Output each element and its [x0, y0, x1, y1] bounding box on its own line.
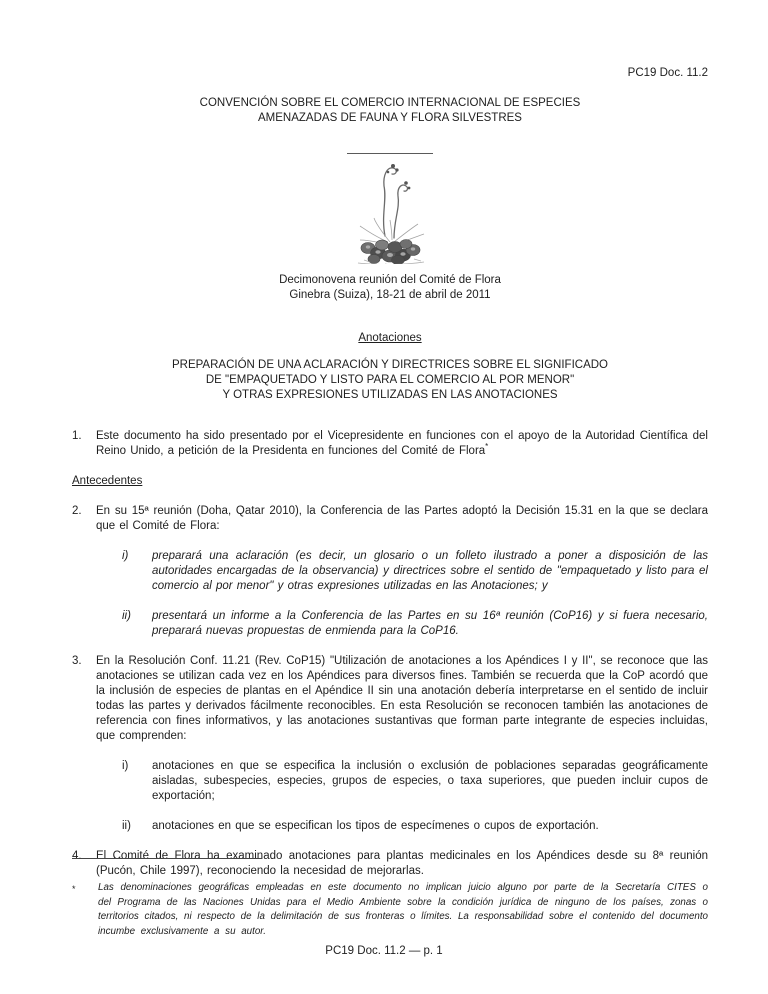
paragraph-3-item-i-text: anotaciones en que se especifica la inclusión o exclusión de poblaciones separadas geográficamente aisladas, subespecies, especies, grupos de especies, o taxa superiores, que pueden incluir cupos de exportación; [152, 760, 708, 802]
paragraph-3 [72, 654, 708, 744]
paragraph-4-text: El Comité de Flora ha examinado anotaciones para plantas medicinales en los Apéndices desde su 8ª reunión (Pucón, Chile 1997), reconociendo la necesidad de mejorarlas. [96, 850, 708, 877]
footnote-separator-rule [72, 858, 262, 859]
convention-title-line1: CONVENCIÓN SOBRE EL COMERCIO INTERNACIONAL DE ESPECIES [199, 97, 581, 109]
paragraph-2-item-i-number: i) [122, 550, 129, 562]
section-heading-text: Anotaciones [358, 332, 422, 344]
paragraph-2-number: 2. [72, 505, 82, 517]
paragraph-3-number: 3. [72, 655, 82, 667]
subject-line3: Y OTRAS EXPRESIONES UTILIZADAS EN LAS ANOTACIONES [222, 389, 558, 401]
paragraph-3-item-i [122, 759, 708, 804]
sundew-plant-illustration [330, 160, 450, 264]
footnote-text: Las denominaciones geográficas empleadas en este documento no implican juicio alguno por parte de la Secretaría CITES o del Programa de las Naciones Unidas para el Medio Ambiente sobre la condición jurídica de ninguno de los países, zonas o territorios citados, ni respecto de la delimitación de sus fronteras o límites. La responsabilidad sobre el contenido del documento incumbe exclusivamente a su autor. [98, 882, 709, 937]
paragraph-2-item-ii-number: ii) [122, 610, 131, 622]
paragraph-1-body: Este documento ha sido presentado por el Vicepresidente en funciones con el apoyo de la Autoridad Científica del Reino Unido, a petición de la Presidenta en funciones del Comité de Flora [96, 430, 708, 457]
page-footer: PC19 Doc. 11.2 — p. 1 [325, 945, 443, 957]
paragraph-1 [72, 429, 708, 459]
footnote-marker: * [72, 884, 76, 894]
meeting-info [72, 273, 708, 303]
subject-line2: DE "EMPAQUETADO Y LISTO PARA EL COMERCIO AL POR MENOR" [205, 374, 575, 386]
footnote [72, 881, 708, 939]
footnote-reference-asterisk: * [485, 442, 489, 452]
paragraph-3-text: En la Resolución Conf. 11.21 (Rev. CoP15) "Utilización de anotaciones a los Apéndices I y II", se reconoce que las anotaciones se utilizan cada vez en los Apéndices para diversos fines. También se recuerda que la CoP acordó que la inclusión de especies de plantas en el Apéndice II sin una anotación debería interpretarse en el sentido de incluir todas las partes y derivados fácilmente reconocibles. En esta Resolución se reconocen también las anotaciones de referencia con fines informativos, y las anotaciones sustantivas que forman parte integrante de especies incluidas, que comprenden: [96, 655, 708, 742]
paragraph-2-item-i [122, 549, 708, 594]
paragraph-1-number: 1. [72, 430, 82, 442]
paragraph-2-text: En su 15ª reunión (Doha, Qatar 2010), la Conferencia de las Partes adoptó la Decisión 15.31 en la que se declara que el Comité de Flora: [96, 505, 708, 532]
convention-title [72, 96, 708, 126]
separator-rule [347, 153, 433, 154]
paragraph-3-item-i-number: i) [122, 760, 129, 772]
paragraph-3-item-ii-number: ii) [122, 820, 131, 832]
subject-line1: PREPARACIÓN DE UNA ACLARACIÓN Y DIRECTRICES SOBRE EL SIGNIFICADO [171, 359, 609, 371]
doc-reference: PC19 Doc. 11.2 [627, 67, 708, 79]
paragraph-3-item-ii [122, 819, 708, 834]
paragraph-1-text [96, 429, 708, 459]
antecedentes-heading [72, 474, 708, 489]
paragraph-2 [72, 504, 708, 534]
paragraph-4-number: 4. [72, 850, 82, 862]
paragraph-3-item-ii-text: anotaciones en que se especifican los tipos de especímenes o cupos de exportación. [152, 820, 599, 832]
paragraph-2-item-ii-text: presentará un informe a la Conferencia de las Partes en su 16ª reunión (CoP16) y si fuera necesario, preparará nuevas propuestas de enmienda para la CoP16. [152, 610, 708, 637]
paragraph-2-item-ii [122, 609, 708, 639]
meeting-place-date: Ginebra (Suiza), 18-21 de abril de 2011 [289, 289, 491, 301]
meeting-name: Decimonovena reunión del Comité de Flora [279, 274, 501, 286]
antecedentes-heading-text: Antecedentes [72, 475, 143, 487]
convention-title-line2: AMENAZADAS DE FAUNA Y FLORA SILVESTRES [258, 112, 522, 124]
section-heading [72, 331, 708, 346]
footnote-area [72, 858, 708, 939]
document-subject [72, 358, 708, 403]
paragraph-2-item-i-text: preparará una aclaración (es decir, un glosario o un folleto ilustrado a poner a disposición de las autoridades encargadas de la observancia) y directrices sobre el sentido de "empaquetado y listo para el comercio al por menor" y otras expresiones utilizadas en las Anotaciones; y [152, 550, 708, 592]
